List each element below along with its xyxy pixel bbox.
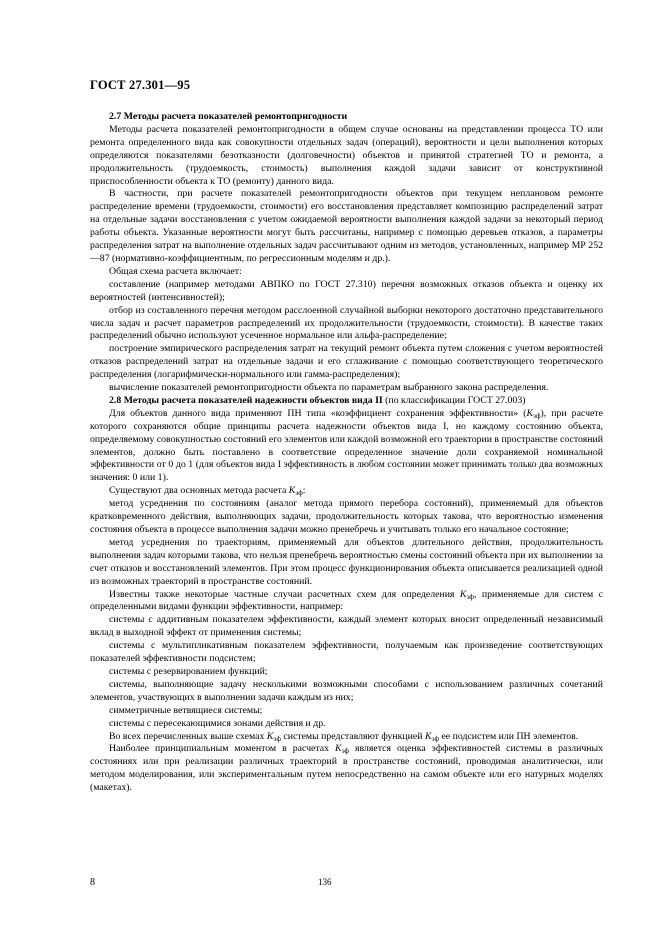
k-symbol: K	[459, 588, 467, 600]
page-number: 8	[90, 877, 95, 888]
list-item: системы с мультипликативным показателем эффективности, получаемым как произведение соответствующих показателей эффективности подсистем;	[90, 640, 603, 665]
paragraph: Общая схема расчета включает:	[109, 265, 242, 277]
paragraph	[90, 589, 603, 615]
k-symbol: K	[266, 730, 274, 742]
text-run: Существуют два основных метода расчета	[109, 485, 289, 497]
k-subscript: эф	[341, 747, 350, 756]
text-run: Наиболее принципиальным моментом в расчетах	[109, 743, 336, 755]
paragraph	[90, 743, 603, 795]
paragraph: В частности, при расчете показателей ремонтопригодности объектов при текущем неплановом ремонте распределение времени (трудоемкости, стоимости) его восстановления представляет композицию распределений затрат на отдельные задачи восстановления с учетом ожидаемой вероятности выполнения каждой задачи за некоторый период работы объекта. Указанные вероятности могут быть рассчитаны, например с помощью деревьев отказов, а параметры распределения затрат на выполнение отдельных задач рассчитывают одним из методов, установленных, например МР 252—87 (нормативно-коэффициентным, по регрессионным моделям и др.).	[90, 188, 603, 264]
list-item: симметричные ветвящиеся системы;	[109, 704, 263, 716]
text-run: ее подсистем или ПН элементов.	[439, 730, 579, 742]
paragraph	[90, 408, 603, 485]
document-body	[90, 111, 603, 795]
section-heading-line	[90, 395, 603, 408]
document-header: ГОСТ 27.301—95	[90, 78, 191, 92]
k-subscript: эф	[533, 411, 541, 420]
paragraph: Методы расчета показателей ремонтопригодности в общем случае основаны на представлении процесса ТО или ремонта определенного вида как совокупности отдельных задач (операций), вероятности и цели выполнения которых определяются показателями безотказности (долговечности) объектов и принятой стратегией ТО и ремонта, а продолжительность (трудоемкость, стоимость) выполнения каждой задачи зависит от конструктивной приспособленности объекта к ТО (ремонту) данного вида.	[90, 123, 603, 187]
paragraph: отбор из составленного перечня методом расслоенной случайной выборки некоторого достаточно представительного числа задач и расчет параметров распределений их продолжительности (трудоемкости, стоимости). В качестве таких распределений обычно используют усеченное нормальное или альфа-распределение;	[90, 304, 603, 342]
k-subscript: эф	[466, 592, 474, 601]
paragraph: построение эмпирического распределения затрат на текущий ремонт объекта путем сложения с учетом вероятностей отказов распределений затрат на отдельные задачи и его сглаживание с помощью соответствующего теоретического распределения (логарифмически-нормального или гамма-распределения);	[90, 343, 603, 381]
text-run: ), при расчете которого сохраняются общие принципы расчета надежности объектов вида I, но каждому состоянию объекта, определяемому совокупностью состояний его элементов или каждой возможной его траектории в пространстве состояний элементов, должно быть поставлено в соответствие определенное значение доли сохраняемой номинальной эффективности от 0 до 1 (для объектов вида I эффективность в любом состоянии может принимать только два возможных значения: 0 или 1).	[90, 407, 603, 484]
paragraph: составление (например методами АВПКО по ГОСТ 27.310) перечня возможных отказов объекта и оценку их вероятностей (интенсивностей);	[90, 278, 603, 303]
text-run: является оценка эффективностей системы в различных состояниях или при реализации различных траекторий в пространстве состояний, проводимая аналитически, или методом моделирования, или экспериментальным путем непосредственно на самом объекте или его натурных моделях (макетах).	[90, 743, 603, 794]
k-symbol: K	[288, 485, 296, 497]
k-symbol: K	[424, 730, 432, 742]
paragraph: метод усреднения по состояниям (аналог метода прямого перебора состояний), применяемый для объектов кратковременного действия, выполняющих задачи, продолжительность которых такова, что вероятностью изменения состояния объекта в процессе выполнения задачи можно пренебречь и учитывать только его начальное состояние;	[90, 498, 603, 535]
k-subscript: эф	[273, 734, 281, 743]
text-run: Во всех перечисленных выше схемах	[109, 730, 267, 742]
paragraph	[90, 485, 603, 498]
section-heading-suffix: (по классификации ГОСТ 27.003)	[382, 394, 526, 406]
sheet-number: 136	[318, 877, 332, 887]
text-run: системы представляют функцией	[280, 730, 425, 742]
paragraph: вычисление показателей ремонтопригодности объекта по параметрам выбранного закона распределения.	[109, 382, 549, 394]
text-run: Для объектов данного вида применяют ПН типа «коэффициент сохранения эффективности» (	[109, 407, 527, 419]
text-run: , применяемые для систем с определенными видами функции эффективности, например:	[90, 588, 603, 613]
section-heading: 2.7 Методы расчета показателей ремонтопригодности	[109, 111, 348, 122]
list-item: системы с пересекающимися зонами действия и др.	[109, 717, 326, 729]
paragraph: метод усреднения по траекториям, применяемый для объектов длительного действия, продолжительность выполнения задач которыми такова, что нельзя пренебречь вероятностью смены состояний объекта при их выполнении за счет отказов и восстановлений элементов. При этом процесс функционирования объекта описывается реализацией одной из возможных траекторий в пространстве состояний.	[90, 536, 603, 587]
list-item: системы с резервированием функций;	[109, 665, 268, 677]
k-symbol: K	[526, 407, 534, 419]
list-item: системы с аддитивным показателем эффективности, каждый элемент которых вносит определенный независимый вклад в выходной эффект от применения системы;	[90, 614, 603, 639]
k-subscript: эф	[295, 489, 303, 498]
k-symbol: K	[335, 743, 342, 755]
text-run: :	[302, 485, 306, 497]
k-subscript: эф	[431, 734, 439, 743]
text-run: Известны также некоторые частные случаи расчетных схем для определения	[109, 588, 460, 600]
list-item: системы, выполняющие задачу несколькими возможными способами с использованием различных сочетаний элементов, участвующих в выполнении задачи каждым из них;	[90, 678, 603, 703]
paragraph	[90, 731, 603, 744]
section-heading: 2.8 Методы расчета показателей надежности объектов вида II	[109, 394, 383, 406]
